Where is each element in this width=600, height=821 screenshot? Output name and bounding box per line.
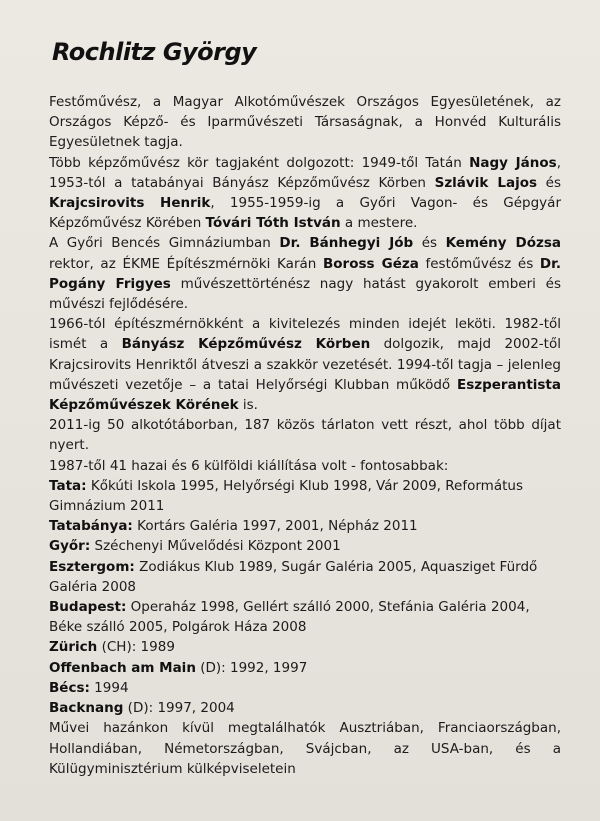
exhibition-entry — [49, 637, 561, 657]
exhibition-detail: (CH): 1989 — [97, 639, 175, 656]
paragraph-collections: Művei hazánkon kívül megtalálhatók Ausztriában, Franciaországban, Hollandiában, Németországban, Svájcban, az USA-ban, és a Külügyminisztérium külképviseletein — [49, 720, 561, 777]
exhibition-place: Zürich — [49, 639, 98, 656]
circle-name: Eszperantista Képzőművészek Körének — [49, 376, 561, 414]
exhibition-place: Győr: — [49, 538, 91, 555]
text-run: 1966-tól építészmérnökként a kivitelezés minden idejét leköti. 1982-től ismét a — [49, 316, 561, 353]
person-name: Dr. Pogány Frigyes — [49, 255, 561, 292]
text-run: művészettörténész nagy hatást gyakorolt emberi és művészi fejlődésére. — [49, 275, 561, 313]
exhibition-detail: 1994 — [89, 679, 129, 696]
person-name: Kemény Dózsa — [445, 235, 562, 252]
text-run: Több képzőművész kör tagjaként dolgozott: 1949-től Tatán — [49, 154, 470, 171]
text-run: a mestere. — [340, 215, 418, 232]
exhibition-place: Budapest: — [49, 599, 127, 616]
text-run: dolgozik, majd 2002-től Krajcsirovits Henriktől átveszi a szakkör vezetését. 1994-től tagja – jelenleg művészeti vezetője – a tatai Helyőrségi Klubban működő — [49, 336, 561, 393]
person-name: Nagy János — [469, 154, 557, 171]
exhibition-entry — [49, 698, 561, 718]
paragraph-camps: 2011-ig 50 alkotótáborban, 187 közös tárlaton vett részt, ahol több díjat nyert. — [49, 417, 561, 454]
exhibition-place: Offenbach am Main — [49, 659, 196, 676]
exhibition-place: Esztergom: — [49, 558, 135, 575]
exhibition-place: Tata: — [49, 477, 87, 494]
person-name: Dr. Bánhegyi Jób — [279, 235, 414, 252]
text-run: A Győri Bencés Gimnáziumban — [49, 235, 280, 252]
text-run: és — [537, 174, 561, 191]
person-name: Szlávik Lajos — [434, 174, 538, 191]
exhibition-entry — [49, 557, 561, 597]
exhibition-detail: (D): 1997, 2004 — [123, 700, 235, 717]
circle-name: Bányász Képzőművész Körben — [121, 336, 371, 353]
exhibition-detail: Zodiákus Klub 1989, Sugár Galéria 2005, Aquasziget Fürdő Galéria 2008 — [49, 558, 538, 595]
exhibition-detail: Kortárs Galéria 1997, 2001, Népház 2011 — [132, 518, 418, 535]
paragraph-influences — [49, 233, 561, 314]
paragraph-art-circles — [49, 153, 561, 234]
exhibition-entry — [49, 476, 561, 516]
text-run: festőművész és — [418, 255, 540, 272]
person-name: Boross Géza — [322, 255, 419, 272]
paragraph-memberships: Festőművész, a Magyar Alkotóművészek Országos Egyesületének, az Országos Képző- és Iparművészeti Társaságnak, a Honvéd Kulturális Egyesületnek tagja. — [49, 94, 561, 151]
exhibition-place: Backnang — [49, 700, 124, 717]
exhibition-entry — [49, 536, 561, 556]
exhibition-list — [49, 476, 561, 718]
exhibition-place: Tatabánya: — [49, 518, 133, 535]
paragraph-exhibitions-intro: 1987-től 41 hazai és 6 külföldi kiállítása volt - fontosabbak: — [49, 457, 449, 474]
text-run: és — [413, 235, 446, 252]
page-title: Rochlitz György — [52, 38, 257, 66]
biography-text — [49, 92, 561, 779]
text-run: , 1955-1959-ig a Győri Vagon- és Gépgyár Képzőművész Körében — [49, 195, 561, 232]
exhibition-entry — [49, 678, 561, 698]
person-name: Tóvári Tóth István — [205, 215, 341, 232]
exhibition-entry — [49, 597, 561, 637]
exhibition-detail: Operaház 1998, Gellért szálló 2000, Stefánia Galéria 2004, Béke szálló 2005, Polgárok Háza 2008 — [49, 599, 530, 636]
text-run: rektor, az ÉKME Építészmérnöki Karán — [49, 255, 323, 272]
exhibition-detail: Kőkúti Iskola 1995, Helyőrségi Klub 1998, Vár 2009, Református Gimnázium 2011 — [49, 477, 523, 515]
exhibition-detail: Széchenyi Művelődési Központ 2001 — [90, 538, 341, 555]
exhibition-detail: (D): 1992, 1997 — [195, 659, 308, 676]
text-run: , 1953-tól a tatabányai Bányász Képzőművész Körben — [49, 154, 561, 191]
exhibition-entry — [49, 516, 561, 536]
exhibition-entry — [49, 658, 561, 678]
person-name: Krajcsirovits Henrik — [49, 195, 211, 212]
text-run: is. — [238, 397, 258, 414]
exhibition-place: Bécs: — [49, 679, 90, 696]
paragraph-career — [49, 314, 561, 415]
